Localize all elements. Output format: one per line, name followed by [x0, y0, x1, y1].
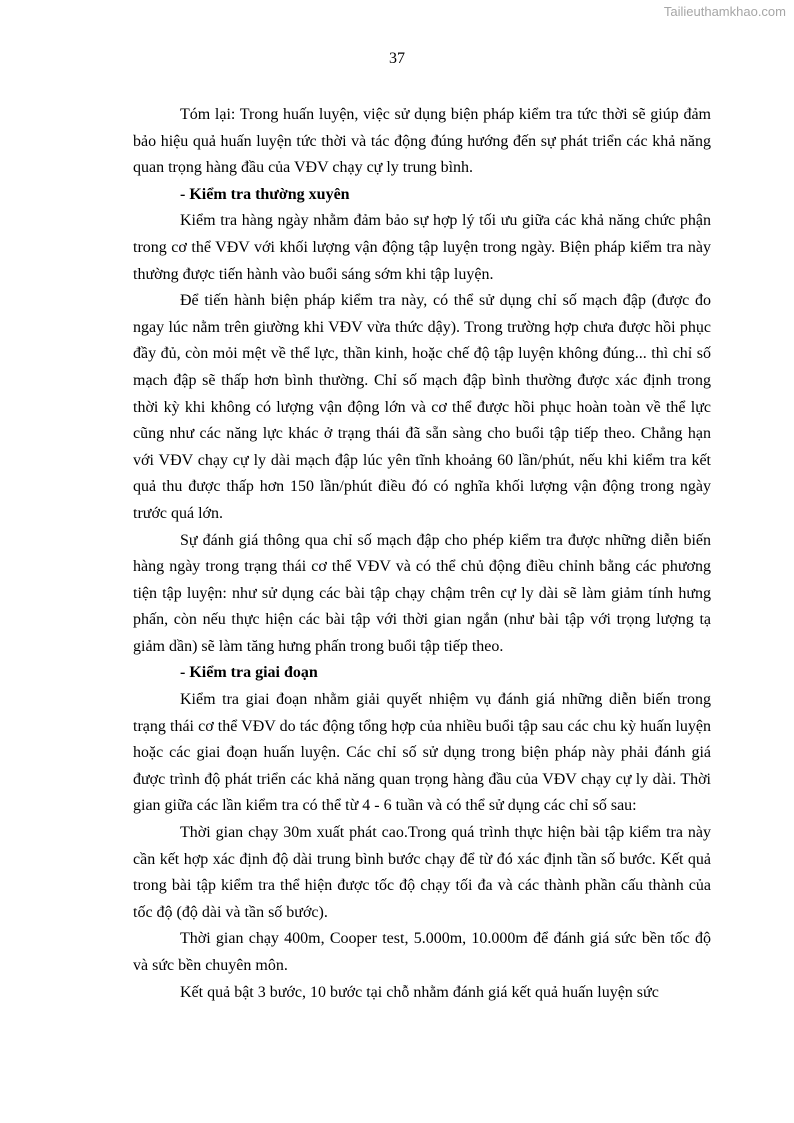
paragraph-pulse-index: Để tiến hành biện pháp kiểm tra này, có thể sử dụng chỉ số mạch đập (được đo ngay lúc nằm trên giường khi VĐV vừa thức dậy). Trong trường hợp chưa được hồi phục đầy đủ, còn mỏi mệt về thể lực, thần kinh, hoặc chế độ tập luyện không đúng... thì chỉ số mạch đập sẽ thấp hơn bình thường. Chỉ số mạch đập bình thường được xác định trong thời kỳ khi không có lượng vận động lớn và cơ thể được hồi phục hoàn toàn về thể lực cũng như các năng lực khác ở trạng thái đã sẵn sàng cho buổi tập tiếp theo. Chẳng hạn với VĐV chạy cự ly dài mạch đập lúc yên tĩnh khoảng 60 lần/phút, nếu khi kiểm tra kết quả thu được thấp hơn 150 lần/phút điều đó có nghĩa khối lượng vận động trong ngày trước quá lớn.: [133, 292, 711, 522]
heading-regular-check: - Kiểm tra thường xuyên: [180, 185, 350, 203]
watermark: Tailieuthamkhao.com: [663, 4, 786, 19]
paragraph-400m-run: Thời gian chạy 400m, Cooper test, 5.000m, 10.000m để đánh giá sức bền tốc độ và sức bền chuyên môn.: [133, 930, 711, 974]
paragraph-summary: Tóm lại: Trong huấn luyện, việc sử dụng biện pháp kiểm tra tức thời sẽ giúp đảm bảo hiệu quả huấn luyện tức thời và tác động đúng hướng đến sự phát triển các khả năng quan trọng hàng đầu của VĐV chạy cự ly trung bình.: [133, 106, 711, 177]
paragraph-pulse-evaluation: Sự đánh giá thông qua chỉ số mạch đập cho phép kiểm tra được những diễn biến hàng ngày trong trạng thái cơ thể VĐV và có thể chủ động điều chỉnh bằng các phương tiện tập luyện: như sử dụng các bài tập chạy chậm trên cự ly dài sẽ làm giảm tính hưng phấn, còn nếu thực hiện các bài tập với thời gian ngắn (như bài tập với trọng lượng tạ giảm dần) sẽ làm tăng hưng phấn trong buổi tập tiếp theo.: [133, 531, 711, 655]
heading-stage-check: - Kiểm tra giai đoạn: [180, 664, 318, 682]
paragraph-jump-test: Kết quả bật 3 bước, 10 bước tại chỗ nhằm đánh giá kết quả huấn luyện sức: [180, 983, 659, 1001]
body-text: [133, 102, 711, 1006]
paragraph-30m-run: Thời gian chạy 30m xuất phát cao.Trong quá trình thực hiện bài tập kiểm tra này cần kết hợp xác định độ dài trung bình bước chạy để từ đó xác định tần số bước. Kết quả trong bài tập kiểm tra thể hiện được tốc độ chạy tối đa và các thành phần cấu thành của tốc độ (độ dài và tần số bước).: [133, 824, 711, 921]
paragraph-daily-check: Kiểm tra hàng ngày nhằm đảm bảo sự hợp lý tối ưu giữa các khả năng chức phận trong cơ thể VĐV với khối lượng vận động tập luyện trong ngày. Biện pháp kiểm tra này thường được tiến hành vào buổi sáng sớm khi tập luyện.: [133, 212, 711, 283]
paragraph-stage-check: Kiểm tra giai đoạn nhằm giải quyết nhiệm vụ đánh giá những diễn biến trong trạng thái cơ thể VĐV do tác động tổng hợp của nhiều buổi tập sau các chu kỳ huấn luyện hoặc các giai đoạn huấn luyện. Các chỉ số sử dụng trong biện pháp này phải đánh giá được trình độ phát triển các khả năng quan trọng hàng đầu của VĐV chạy cự ly dài. Thời gian giữa các lần kiểm tra có thể từ 4 - 6 tuần và có thể sử dụng các chỉ số sau:: [133, 691, 711, 815]
page-number: 37: [389, 50, 405, 67]
